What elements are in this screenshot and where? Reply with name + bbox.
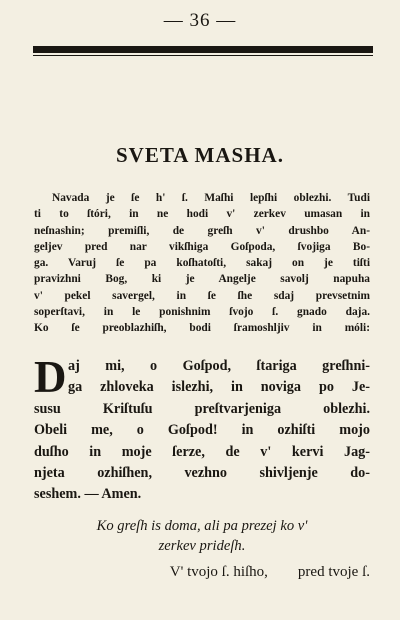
intro-line: neſnashin; premiſli, de greſh v' drushbo An- — [34, 224, 370, 237]
section-title: SVETA MASHA. — [116, 143, 284, 167]
prayer-line: Obeli me, o Goſpod! in ozhiſti mojo — [34, 422, 370, 439]
header-rule-thin — [33, 55, 373, 56]
prayer-line: susu Kriſtuſu preſtvarjeniga oblezhi. — [34, 400, 370, 417]
intro-line: Navada je ſe h' ſ. Maſhi lepſhi oblezhi. Tudi — [52, 192, 370, 204]
intro-line: ga. Varuj ſe pa koſhatoſti, sakaj on je tiſti — [34, 257, 370, 270]
prayer-line: seshem. — Amen. — [34, 486, 142, 503]
prayer-dropcap: D — [34, 352, 67, 402]
header-rule — [33, 46, 373, 58]
prayer-line: njeta ozhiſhen, vezhno shivljenje do- — [34, 465, 370, 482]
prayer-line: duſho in moje ſerze, de v' kervi Jag- — [34, 443, 370, 460]
page-number: — 36 — — [163, 10, 237, 31]
continuation-text-a: V' tvojo ſ. hiſho, — [169, 564, 268, 580]
continuation-line — [34, 562, 370, 582]
instruction-line: Ko greſh is doma, ali pa prezej ko v' — [96, 518, 308, 534]
intro-line: pravizhni Bog, ki je Angelje savolj napuha — [34, 273, 370, 286]
intro-line: soperſtavi, in le ponishnim ſvojo ſ. gnado daja. — [34, 306, 370, 319]
intro-line: Ko ſe preoblazhiſh, bodi ſramoshljiv in móli: — [34, 322, 370, 335]
prayer-paragraph — [34, 352, 370, 506]
header-rule-thick — [33, 46, 373, 53]
instruction-line: zerkev prideſh. — [158, 538, 246, 554]
intro-line: ti to ſtóri, in ne hodi v' zerkev umasan in — [34, 208, 370, 221]
intro-line: v' pekel savergel, in ſe ſhe sdaj prevsetnim — [34, 289, 370, 302]
intro-line: geljev pred nar vikſhiga Goſpoda, ſvojiga Bo- — [34, 240, 370, 253]
prayer-line: ga zhloveka islezhi, in noviga po Je- — [68, 379, 370, 396]
intro-paragraph — [34, 190, 370, 337]
continuation-text-b: pred tvoje ſ. — [297, 564, 370, 580]
prayer-line: aj mi, o Goſpod, ſtariga greſhni- — [68, 358, 370, 374]
instruction-heading — [34, 516, 370, 556]
